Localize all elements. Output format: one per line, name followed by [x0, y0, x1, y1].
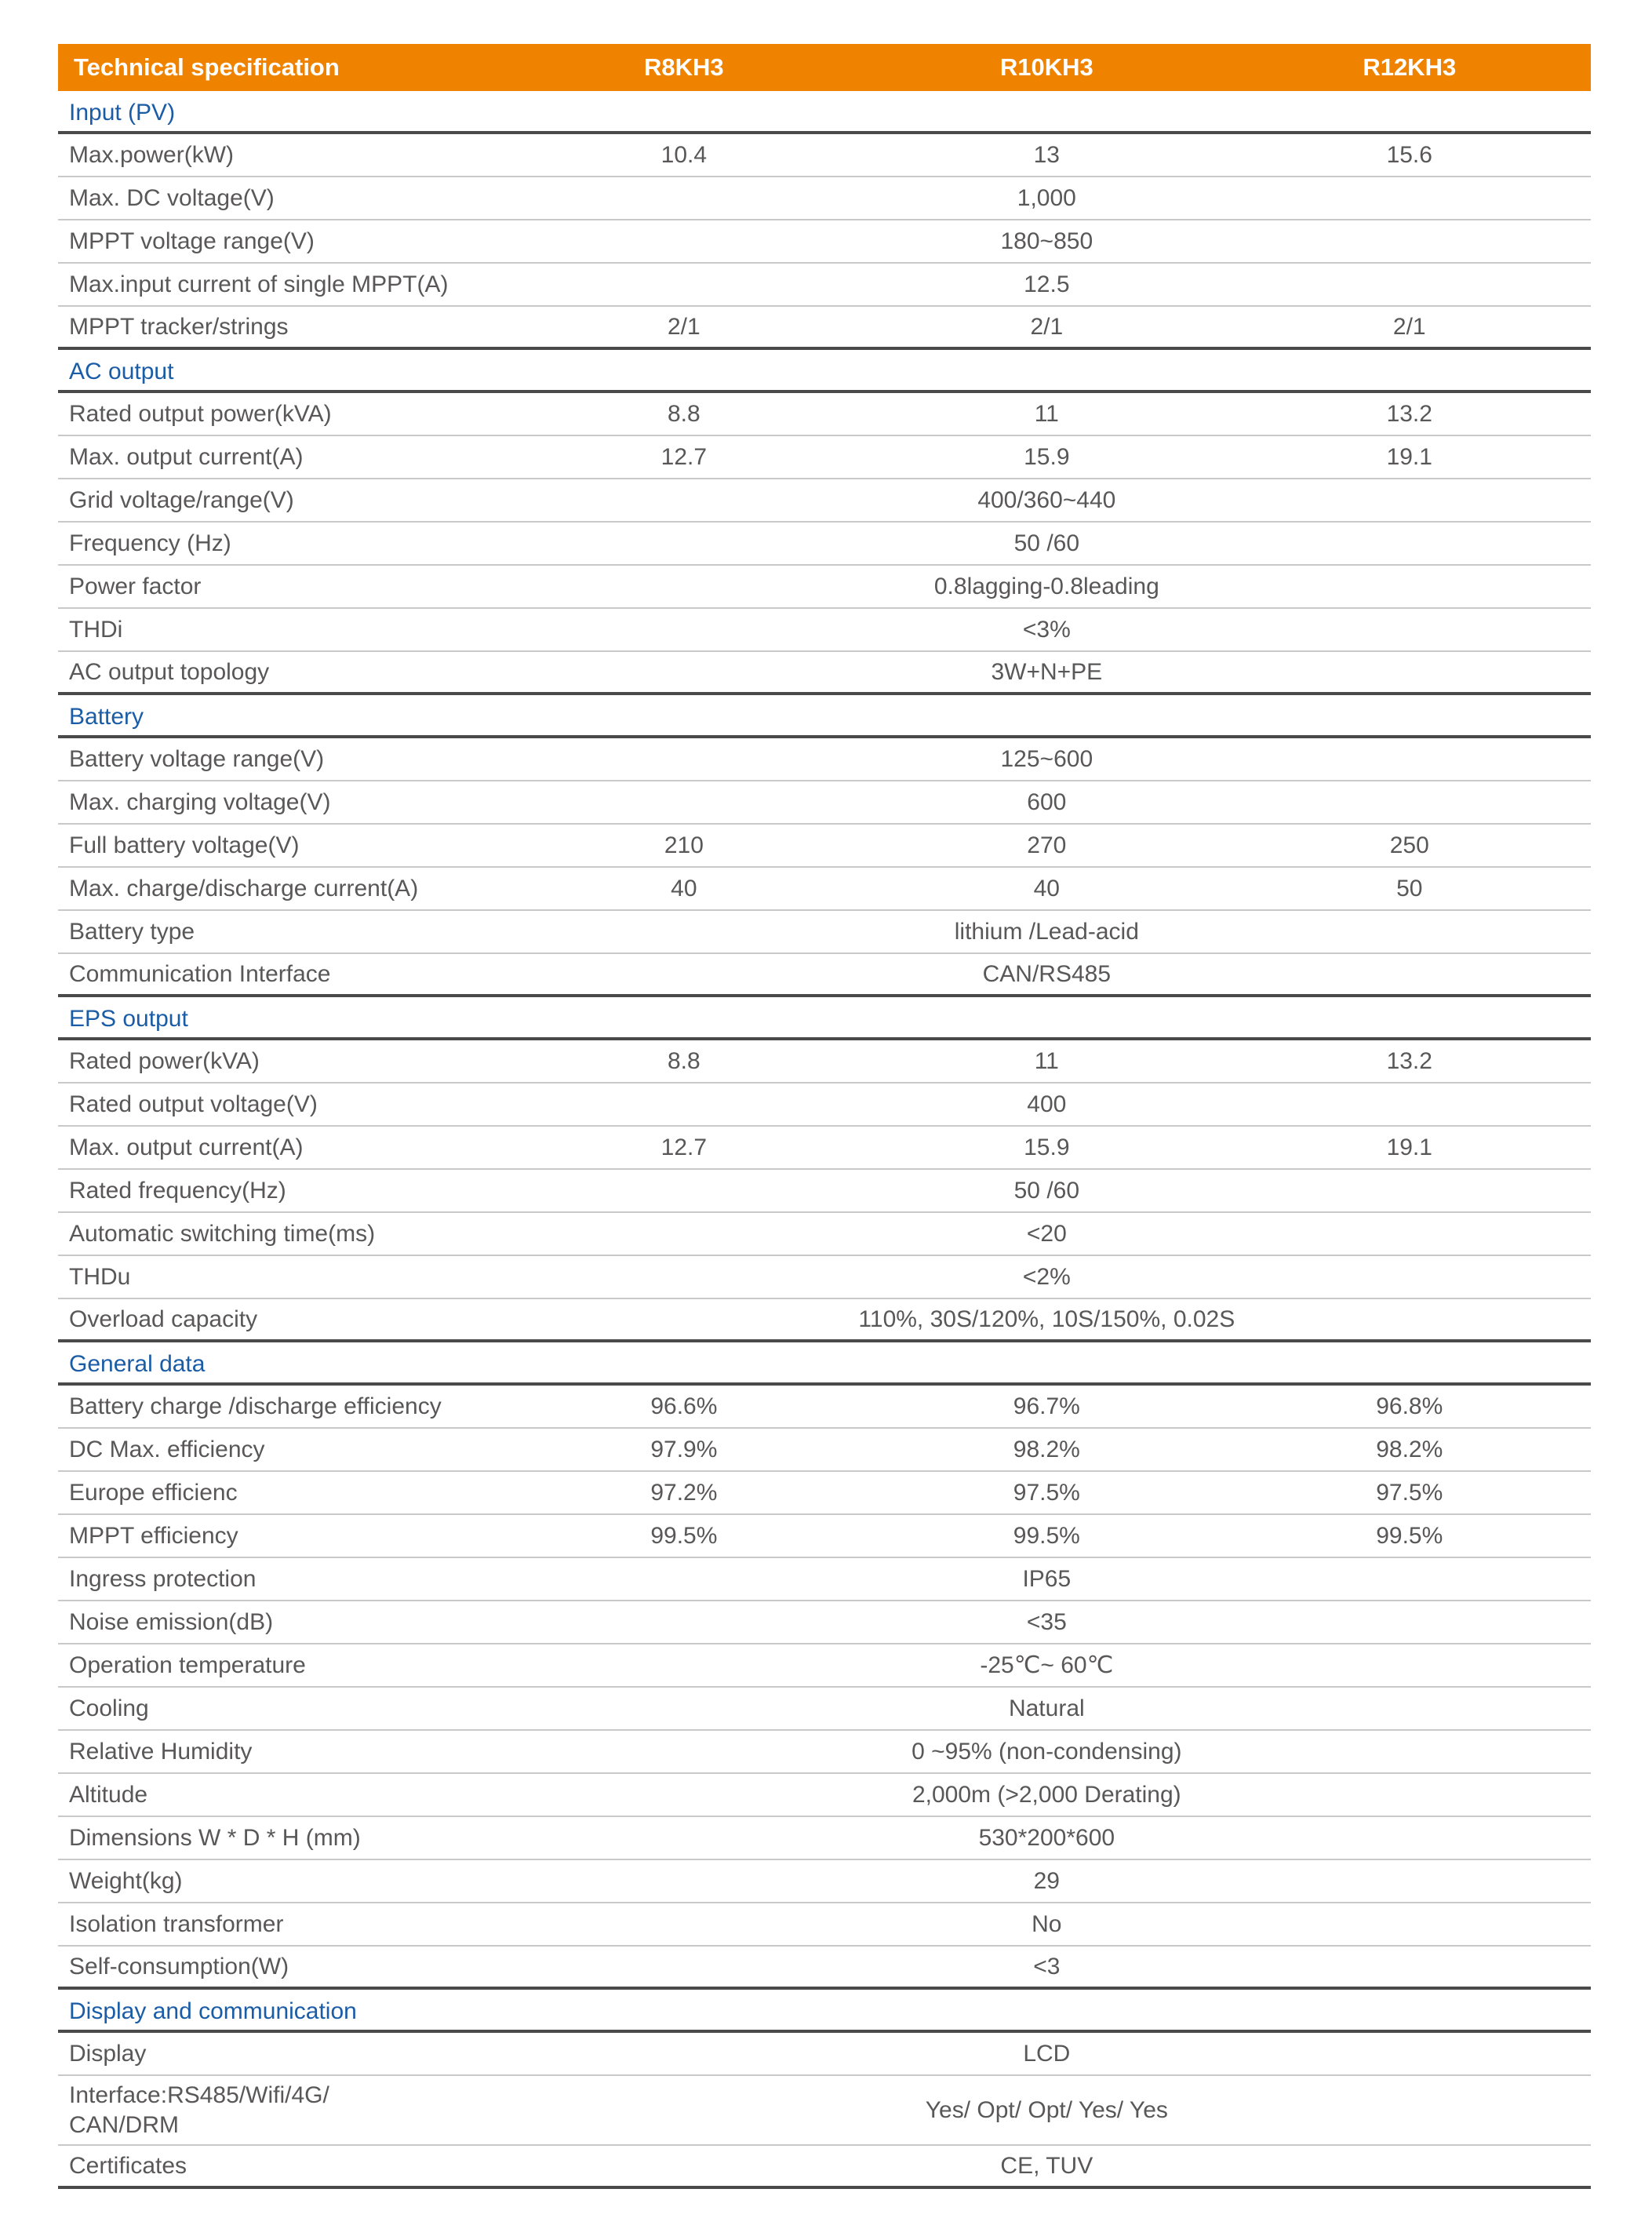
spec-value: 8.8 [668, 400, 700, 427]
table-row [58, 911, 1591, 954]
spec-label: Full battery voltage(V) [69, 832, 300, 858]
table-row [58, 2076, 1591, 2146]
spec-value: 2/1 [1030, 313, 1064, 340]
spec-label: DC Max. efficiency [69, 1436, 265, 1462]
spec-label: THDu [69, 1263, 131, 1290]
spec-value: <20 [1026, 1220, 1067, 1247]
spec-value: 97.9% [650, 1436, 718, 1462]
table-title: Technical specification [74, 53, 340, 81]
table-row [58, 1860, 1591, 1903]
spec-label: AC output topology [69, 658, 270, 685]
table-row [58, 1299, 1591, 1342]
section-title: AC output [69, 359, 174, 384]
spec-value: 15.9 [1024, 1134, 1070, 1160]
table-row [58, 1601, 1591, 1644]
table-row [58, 954, 1591, 997]
spec-label: Max. DC voltage(V) [69, 184, 275, 211]
spec-table [58, 44, 1591, 2189]
table-row [58, 652, 1591, 695]
spec-value: 96.7% [1013, 1393, 1080, 1419]
spec-value: 210 [664, 832, 704, 858]
table-row [58, 1688, 1591, 1731]
spec-value: 13 [1033, 141, 1060, 168]
spec-value: Natural [1008, 1695, 1085, 1721]
spec-value: 2/1 [1392, 313, 1426, 340]
spec-label: Battery type [69, 918, 195, 945]
section-title: Display and communication [69, 1998, 357, 2024]
table-header [58, 44, 1591, 91]
spec-label: Relative Humidity [69, 1738, 253, 1765]
table-row [58, 566, 1591, 609]
table-row [58, 307, 1591, 350]
table-row [58, 1817, 1591, 1860]
section-title: General data [69, 1351, 206, 1377]
column-header-r8kh3: R8KH3 [644, 53, 724, 81]
column-header-r12kh3: R12KH3 [1363, 53, 1457, 81]
spec-label: THDi [69, 616, 123, 643]
spec-label: Isolation transformer [69, 1910, 284, 1937]
spec-value: 1,000 [1017, 184, 1076, 211]
section-title: EPS output [69, 1006, 188, 1032]
spec-value: 50 [1396, 875, 1423, 901]
spec-value: -25℃~ 60℃ [980, 1652, 1114, 1678]
table-row [58, 738, 1591, 781]
spec-label: Interface:RS485/Wifi/4G/ CAN/DRM [69, 2082, 329, 2138]
table-row [58, 2146, 1591, 2189]
spec-value: 13.2 [1386, 1047, 1432, 1074]
spec-value: 99.5% [1013, 1522, 1080, 1549]
spec-label: Communication Interface [69, 960, 331, 987]
table-body [58, 91, 1591, 2189]
spec-label: Rated power(kVA) [69, 1047, 260, 1074]
spec-value: 19.1 [1386, 443, 1432, 470]
spec-value: 12.7 [660, 443, 708, 470]
spec-value: 11 [1034, 400, 1059, 427]
spec-value: 110%, 30S/120%, 10S/150%, 0.02S [858, 1306, 1235, 1332]
table-row [58, 609, 1591, 652]
spec-label: MPPT tracker/strings [69, 313, 289, 340]
spec-value: 50 /60 [1013, 1177, 1080, 1204]
table-row [58, 1170, 1591, 1213]
spec-value: 530*200*600 [978, 1824, 1115, 1851]
spec-label: Europe efficienc [69, 1479, 238, 1506]
spec-value: 8.8 [668, 1047, 700, 1074]
spec-value: <35 [1026, 1608, 1067, 1635]
section-row [58, 695, 1591, 738]
table-row [58, 781, 1591, 825]
spec-label: Noise emission(dB) [69, 1608, 274, 1635]
spec-label: Certificates [69, 2152, 187, 2179]
spec-value: 15.9 [1024, 443, 1070, 470]
spec-value: 29 [1033, 1867, 1060, 1894]
spec-value: CAN/RS485 [982, 960, 1112, 987]
spec-value: 400 [1027, 1091, 1067, 1117]
section-row [58, 1342, 1591, 1386]
table-row [58, 1774, 1591, 1817]
table-row [58, 2033, 1591, 2076]
spec-value: <3 [1033, 1953, 1061, 1979]
spec-value: 98.2% [1376, 1436, 1443, 1462]
spec-value: LCD [1023, 2040, 1071, 2067]
spec-label: Max. charging voltage(V) [69, 789, 331, 815]
spec-value: 12.7 [660, 1134, 708, 1160]
spec-value: CE, TUV [1000, 2152, 1093, 2179]
spec-label: Cooling [69, 1695, 149, 1721]
spec-label: Grid voltage/range(V) [69, 486, 294, 513]
table-row [58, 1903, 1591, 1947]
section-row [58, 997, 1591, 1040]
spec-value: 99.5% [650, 1522, 718, 1549]
spec-value: <2% [1022, 1263, 1071, 1290]
table-row [58, 825, 1591, 868]
table-row [58, 436, 1591, 479]
table-row [58, 264, 1591, 307]
spec-value: 40 [671, 875, 697, 901]
table-row [58, 134, 1591, 177]
spec-label: Dimensions W * D * H (mm) [69, 1824, 361, 1851]
spec-value: 180~850 [1000, 228, 1093, 254]
spec-label: Overload capacity [69, 1306, 258, 1332]
spec-label: Power factor [69, 573, 202, 599]
spec-value: 250 [1389, 832, 1429, 858]
spec-value: 2,000m (>2,000 Derating) [912, 1781, 1181, 1808]
spec-label: Ingress protection [69, 1565, 257, 1592]
spec-value: <3% [1022, 616, 1071, 643]
spec-label: Max.power(kW) [69, 141, 235, 168]
spec-label: Max. output current(A) [69, 1134, 304, 1160]
table-row [58, 1731, 1591, 1774]
spec-value: 10.4 [660, 141, 708, 168]
spec-value: 97.5% [1376, 1479, 1443, 1506]
table-row [58, 1127, 1591, 1170]
spec-value: IP65 [1022, 1565, 1072, 1592]
spec-value: 270 [1027, 832, 1067, 858]
spec-value: 15.6 [1386, 141, 1432, 168]
table-row [58, 1472, 1591, 1515]
spec-label: MPPT voltage range(V) [69, 228, 315, 254]
spec-label: MPPT efficiency [69, 1522, 238, 1549]
spec-value: 13.2 [1386, 400, 1432, 427]
spec-value: No [1032, 1910, 1062, 1937]
spec-value: 97.5% [1013, 1479, 1080, 1506]
table-row [58, 1040, 1591, 1084]
spec-value: 50 /60 [1013, 530, 1080, 556]
section-title: Input (PV) [69, 100, 176, 126]
spec-label: Operation temperature [69, 1652, 306, 1678]
spec-label: Display [69, 2040, 147, 2067]
spec-label: Rated frequency(Hz) [69, 1177, 286, 1204]
table-row [58, 1947, 1591, 1990]
spec-value: 3W+N+PE [991, 658, 1103, 685]
spec-value: 12.5 [1024, 271, 1070, 297]
table-row [58, 1429, 1591, 1472]
table-row [58, 220, 1591, 264]
spec-label: Max.input current of single MPPT(A) [69, 271, 449, 297]
section-row [58, 91, 1591, 134]
spec-label: Automatic switching time(ms) [69, 1220, 376, 1247]
spec-label: Rated output power(kVA) [69, 400, 332, 427]
spec-label: Altitude [69, 1781, 148, 1808]
spec-value: 96.8% [1376, 1393, 1443, 1419]
spec-value: 0.8lagging-0.8leading [933, 573, 1159, 599]
table-row [58, 1558, 1591, 1601]
section-row [58, 1990, 1591, 2033]
table-row [58, 868, 1591, 911]
spec-value: 125~600 [1000, 745, 1093, 772]
spec-value: 400/360~440 [977, 486, 1116, 513]
spec-value: Yes/ Opt/ Opt/ Yes/ Yes [925, 2096, 1168, 2123]
spec-value: 98.2% [1013, 1436, 1080, 1462]
section-title: Battery [69, 704, 144, 730]
spec-value: 11 [1034, 1047, 1059, 1074]
spec-label: Self-consumption(W) [69, 1953, 289, 1979]
spec-value: 0 ~95% (non-condensing) [912, 1738, 1182, 1765]
spec-value: 19.1 [1386, 1134, 1432, 1160]
table-row [58, 177, 1591, 220]
table-row [58, 479, 1591, 523]
spec-label: Rated output voltage(V) [69, 1091, 318, 1117]
spec-value: 99.5% [1376, 1522, 1443, 1549]
column-header-r10kh3: R10KH3 [999, 53, 1093, 81]
table-row [58, 1515, 1591, 1558]
table-row [58, 1213, 1591, 1256]
spec-label: Max. charge/discharge current(A) [69, 875, 419, 901]
table-row [58, 1386, 1591, 1429]
spec-value: 96.6% [650, 1393, 718, 1419]
table-row [58, 393, 1591, 436]
spec-value: 600 [1027, 789, 1067, 815]
table-row [58, 1644, 1591, 1688]
table-row [58, 523, 1591, 566]
spec-label: Battery charge /discharge efficiency [69, 1393, 442, 1419]
table-row [58, 1084, 1591, 1127]
table-row [58, 1256, 1591, 1299]
spec-value: 2/1 [668, 313, 700, 340]
spec-label: Frequency (Hz) [69, 530, 231, 556]
spec-value: 40 [1033, 875, 1060, 901]
spec-label: Max. output current(A) [69, 443, 304, 470]
spec-label: Battery voltage range(V) [69, 745, 325, 772]
spec-value: lithium /Lead-acid [954, 918, 1139, 945]
spec-value: 97.2% [650, 1479, 718, 1506]
spec-label: Weight(kg) [69, 1867, 183, 1894]
section-row [58, 350, 1591, 393]
